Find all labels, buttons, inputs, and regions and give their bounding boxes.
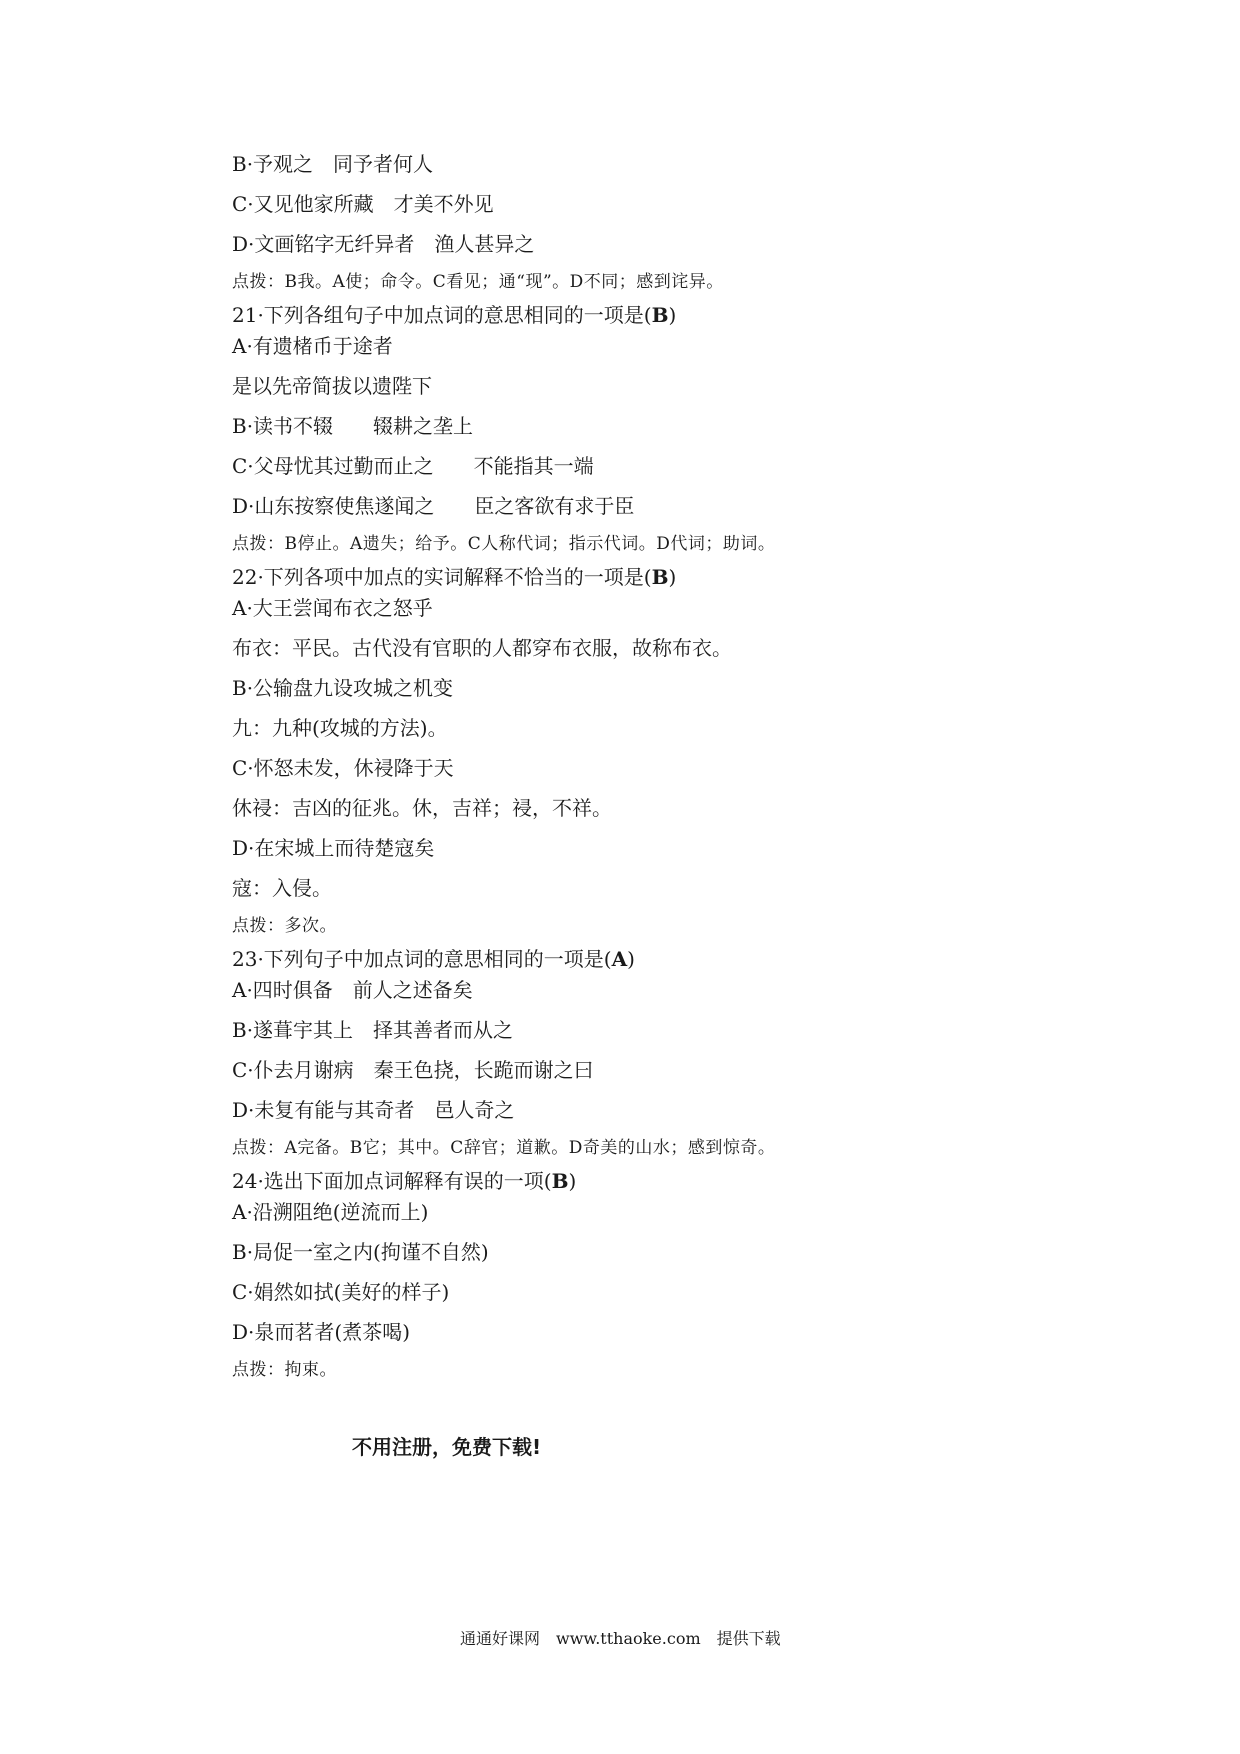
answer-close-paren: ) (668, 303, 677, 327)
option-line: B·公输盘九设攻城之机变 (232, 676, 454, 700)
option-line: A·有遗楮币于途者 (232, 334, 393, 358)
download-promo: 不用注册，免费下载! (352, 1435, 542, 1459)
answer-close-paren: ) (627, 947, 635, 971)
option-line: D·未复有能与其奇者 邑人奇之 (232, 1098, 515, 1122)
answer-close-paren: ) (568, 1169, 577, 1193)
answer-letter: A (611, 947, 628, 971)
question-line (232, 302, 1052, 333)
option-line: A·大王尝闻布衣之怒乎 (232, 596, 433, 620)
question-text: 22·下列各项中加点的实词解释不恰当的一项是( (232, 565, 652, 589)
explanation-line: 寇：入侵。 (232, 876, 332, 900)
option-line: A·沿溯阻绝(逆流而上) (232, 1200, 429, 1224)
option-line: 是以先帝简拔以遗陛下 (232, 374, 432, 398)
document-body (232, 151, 1052, 1390)
explanation-line: 布衣：平民。古代没有官职的人都穿布衣服，故称布衣。 (232, 636, 732, 660)
option-line: C·仆去月谢病 秦王色挠，长跪而谢之曰 (232, 1058, 594, 1082)
hint-line: 点拨：B停止。A遗失；给予。C人称代词；指示代词。D代词；助词。 (232, 534, 776, 554)
explanation-line: 九：九种(攻城的方法)。 (232, 716, 448, 740)
hint-line: 点拨：A完备。B它；其中。C辞官；道歉。D奇美的山水；感到惊奇。 (232, 1138, 776, 1158)
question-line (232, 1168, 1052, 1199)
hint-line: 点拨：多次。 (232, 916, 337, 936)
option-line: D·泉而茗者(煮茶喝) (232, 1320, 410, 1344)
explanation-line: 休祲：吉凶的征兆。休，吉祥；祲，不祥。 (232, 796, 612, 820)
option-line: A·四时俱备 前人之述备矣 (232, 978, 473, 1002)
option-line: B·读书不辍 辍耕之垄上 (232, 414, 474, 438)
option-line: C·又见他家所藏 才美不外见 (232, 192, 494, 216)
hint-line: 点拨：B我。A使；命令。C看见；通“现”。D不同；感到诧异。 (232, 272, 724, 292)
option-line: D·山东按察使焦遂闻之 臣之客欲有求于臣 (232, 494, 635, 518)
question-line (232, 564, 1052, 595)
option-line: B·予观之 同予者何人 (232, 152, 434, 176)
option-line: C·父母忧其过勤而止之 不能指其一端 (232, 454, 594, 478)
option-line: B·遂葺宇其上 择其善者而从之 (232, 1018, 514, 1042)
page-footer: 通通好课网 www.tthaoke.com 提供下载 (460, 1629, 781, 1648)
answer-letter: B (651, 303, 669, 327)
answer-close-paren: ) (668, 565, 677, 589)
hint-line: 点拨：拘束。 (232, 1360, 337, 1380)
option-line: C·怀怒未发，休祲降于天 (232, 756, 454, 780)
question-text: 24·选出下面加点词解释有误的一项( (232, 1169, 552, 1193)
option-line: C·娟然如拭(美好的样子) (232, 1280, 450, 1304)
answer-letter: B (551, 1169, 569, 1193)
question-text: 21·下列各组句子中加点词的意思相同的一项是( (232, 303, 652, 327)
question-text: 23·下列句子中加点词的意思相同的一项是( (232, 947, 612, 971)
answer-letter: B (651, 565, 669, 589)
question-line (232, 946, 1052, 977)
option-line: D·在宋城上而待楚寇矣 (232, 836, 435, 860)
option-line: D·文画铭字无纤异者 渔人甚异之 (232, 232, 535, 256)
option-line: B·局促一室之内(拘谨不自然) (232, 1240, 489, 1264)
